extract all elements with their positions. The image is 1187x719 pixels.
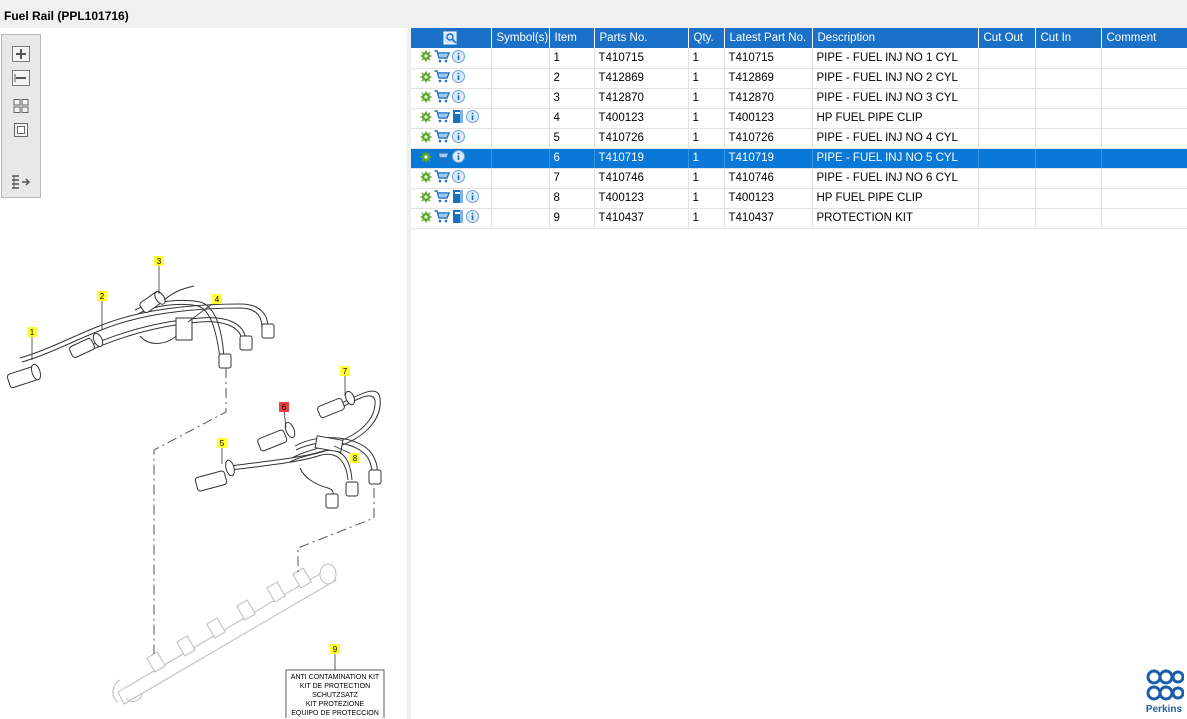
- shopping-cart-icon[interactable]: [434, 90, 450, 106]
- search-parts-icon[interactable]: [443, 31, 459, 45]
- shopping-cart-icon[interactable]: [434, 210, 450, 226]
- shopping-cart-icon[interactable]: [434, 150, 450, 166]
- cell-item: 3: [549, 88, 594, 108]
- cell-item: 5: [549, 128, 594, 148]
- zoom-in-icon: [12, 46, 30, 62]
- table-row[interactable]: [411, 128, 1187, 148]
- cell-comment: [1101, 208, 1187, 228]
- shopping-cart-icon[interactable]: [434, 170, 450, 186]
- kit-label-line: KIT DE PROTECTION: [299, 683, 371, 690]
- kit-label-line: EQUIPO DE PROTECCION: [291, 710, 379, 717]
- column-header-cut-out[interactable]: Cut Out: [978, 28, 1035, 48]
- info-icon[interactable]: [466, 210, 479, 226]
- cell-parts-no: T400123: [594, 188, 688, 208]
- table-row[interactable]: [411, 168, 1187, 188]
- zoom-in-button[interactable]: [10, 44, 32, 64]
- kit-label-line: SCHUTZSATZ: [312, 692, 358, 699]
- title-bar: [0, 0, 1187, 28]
- callout-2[interactable]: [97, 291, 107, 301]
- actual-size-icon: [12, 122, 30, 138]
- column-header-parts-no[interactable]: Parts No.: [594, 28, 688, 48]
- cell-qty: 1: [688, 88, 724, 108]
- cell-cut-in: [1035, 88, 1101, 108]
- perkins-logo-text: Perkins: [1145, 704, 1183, 715]
- callout-3[interactable]: [154, 256, 164, 266]
- info-icon[interactable]: [452, 50, 465, 66]
- cell-symbols: [491, 108, 549, 128]
- cell-comment: [1101, 128, 1187, 148]
- cell-cut-out: [978, 148, 1035, 168]
- cell-description: PIPE - FUEL INJ NO 4 CYL: [812, 128, 978, 148]
- cell-description: PROTECTION KIT: [812, 208, 978, 228]
- cell-cut-in: [1035, 128, 1101, 148]
- info-icon[interactable]: [452, 130, 465, 146]
- cell-item: 8: [549, 188, 594, 208]
- cell-symbols: [491, 188, 549, 208]
- cell-qty: 1: [688, 48, 724, 68]
- shopping-cart-icon[interactable]: [434, 70, 450, 86]
- diagram-pane[interactable]: [0, 28, 407, 719]
- cell-parts-no: T410719: [594, 148, 688, 168]
- fuel-rail-exploded-diagram[interactable]: [0, 218, 405, 718]
- column-header-cut-in[interactable]: Cut In: [1035, 28, 1101, 48]
- table-row[interactable]: [411, 68, 1187, 88]
- document-icon[interactable]: [452, 209, 464, 227]
- cell-cut-out: [978, 208, 1035, 228]
- cell-parts-no: T412870: [594, 88, 688, 108]
- cell-latest-part-no: T412869: [724, 68, 812, 88]
- zoom-out-icon: [12, 70, 30, 86]
- cell-qty: 1: [688, 128, 724, 148]
- table-row[interactable]: [411, 208, 1187, 228]
- info-icon[interactable]: [466, 110, 479, 126]
- row-actions-cell: [411, 148, 491, 168]
- cell-symbols: [491, 68, 549, 88]
- fit-all-icon: [12, 98, 30, 114]
- gear-icon[interactable]: [420, 111, 432, 126]
- row-actions-cell: [411, 168, 491, 188]
- gear-icon[interactable]: [420, 191, 432, 206]
- cell-comment: [1101, 68, 1187, 88]
- cell-latest-part-no: T412870: [724, 88, 812, 108]
- column-header-description[interactable]: Description: [812, 28, 978, 48]
- cell-description: PIPE - FUEL INJ NO 3 CYL: [812, 88, 978, 108]
- window-title: Fuel Rail (PPL101716): [4, 9, 129, 23]
- cell-cut-out: [978, 68, 1035, 88]
- callout-7-label: 7: [342, 367, 348, 376]
- cell-item: 7: [549, 168, 594, 188]
- cell-description: PIPE - FUEL INJ NO 6 CYL: [812, 168, 978, 188]
- kit-label-box: [286, 670, 384, 718]
- cell-symbols: [491, 128, 549, 148]
- zoom-out-button[interactable]: [10, 68, 32, 88]
- info-icon[interactable]: [452, 90, 465, 106]
- cell-description: PIPE - FUEL INJ NO 5 CYL: [812, 148, 978, 168]
- cell-cut-in: [1035, 108, 1101, 128]
- callout-6-label: 6: [281, 403, 287, 412]
- cell-parts-no: T410715: [594, 48, 688, 68]
- cell-cut-out: [978, 48, 1035, 68]
- gear-icon[interactable]: [420, 71, 432, 86]
- cell-qty: 1: [688, 68, 724, 88]
- callout-4-label: 4: [214, 295, 220, 304]
- document-icon[interactable]: [452, 189, 464, 207]
- column-header-symbols[interactable]: Symbol(s): [491, 28, 549, 48]
- parts-list-pane: [411, 28, 1187, 719]
- cell-symbols: [491, 208, 549, 228]
- cell-cut-in: [1035, 148, 1101, 168]
- callout-5[interactable]: [217, 438, 227, 448]
- callout-1-label: 1: [29, 328, 35, 337]
- gear-icon[interactable]: [420, 131, 432, 146]
- shopping-cart-icon[interactable]: [434, 110, 450, 126]
- diagram-toolbar: [1, 34, 41, 198]
- row-actions-cell: [411, 88, 491, 108]
- callout-6[interactable]: [279, 402, 289, 412]
- callout-1[interactable]: [27, 327, 37, 337]
- table-row[interactable]: [411, 188, 1187, 208]
- cell-qty: 1: [688, 208, 724, 228]
- cell-item: 4: [549, 108, 594, 128]
- cell-parts-no: T412869: [594, 68, 688, 88]
- column-header-comment[interactable]: Comment: [1101, 28, 1187, 48]
- perkins-logo-mark: [1144, 669, 1184, 703]
- cell-comment: [1101, 148, 1187, 168]
- row-actions-cell: [411, 68, 491, 88]
- row-actions-cell: [411, 208, 491, 228]
- table-row[interactable]: [411, 48, 1187, 68]
- callout-4[interactable]: [212, 294, 222, 304]
- cell-comment: [1101, 168, 1187, 188]
- cell-cut-in: [1035, 48, 1101, 68]
- document-icon[interactable]: [452, 109, 464, 127]
- cell-latest-part-no: T400123: [724, 188, 812, 208]
- table-header-row: [411, 28, 1187, 48]
- cell-symbols: [491, 48, 549, 68]
- column-header-qty[interactable]: Qty.: [688, 28, 724, 48]
- callout-3-label: 3: [156, 257, 162, 266]
- cell-item: 2: [549, 68, 594, 88]
- gear-icon[interactable]: [420, 151, 432, 166]
- column-header-latest-part-no[interactable]: Latest Part No.: [724, 28, 812, 48]
- gear-icon[interactable]: [420, 211, 432, 226]
- cell-parts-no: T410726: [594, 128, 688, 148]
- cell-comment: [1101, 48, 1187, 68]
- cell-symbols: [491, 168, 549, 188]
- shopping-cart-icon[interactable]: [434, 190, 450, 206]
- info-icon[interactable]: [466, 190, 479, 206]
- parts-table: [411, 28, 1187, 229]
- cell-cut-in: [1035, 208, 1101, 228]
- callout-9[interactable]: [330, 644, 340, 654]
- cell-latest-part-no: T400123: [724, 108, 812, 128]
- callout-2-label: 2: [99, 292, 105, 301]
- cell-qty: 1: [688, 168, 724, 188]
- cell-cut-out: [978, 168, 1035, 188]
- shopping-cart-icon[interactable]: [434, 50, 450, 66]
- row-actions-cell: [411, 48, 491, 68]
- cell-symbols: [491, 148, 549, 168]
- cell-cut-out: [978, 188, 1035, 208]
- cell-cut-out: [978, 88, 1035, 108]
- kit-label-line: ANTI CONTAMINATION KIT: [290, 674, 380, 681]
- callout-5-label: 5: [219, 439, 225, 448]
- cell-item: 9: [549, 208, 594, 228]
- cell-comment: [1101, 108, 1187, 128]
- actual-size-button[interactable]: [10, 120, 32, 140]
- cell-comment: [1101, 88, 1187, 108]
- toggle-panel-button[interactable]: [10, 172, 32, 192]
- parts-table-body: [411, 48, 1187, 228]
- gear-icon[interactable]: [420, 171, 432, 186]
- kit-label-line: KIT PROTEZIONE: [305, 701, 365, 708]
- cell-comment: [1101, 188, 1187, 208]
- cell-parts-no: T400123: [594, 108, 688, 128]
- cell-cut-out: [978, 108, 1035, 128]
- cell-latest-part-no: T410437: [724, 208, 812, 228]
- info-icon[interactable]: [452, 150, 465, 166]
- row-actions-cell: [411, 108, 491, 128]
- cell-qty: 1: [688, 188, 724, 208]
- cell-latest-part-no: T410715: [724, 48, 812, 68]
- cell-qty: 1: [688, 108, 724, 128]
- info-icon[interactable]: [452, 70, 465, 86]
- cell-description: HP FUEL PIPE CLIP: [812, 108, 978, 128]
- perkins-logo: [1144, 669, 1184, 715]
- callout-9-label: 9: [332, 645, 338, 654]
- cell-parts-no: T410437: [594, 208, 688, 228]
- cell-latest-part-no: T410726: [724, 128, 812, 148]
- row-actions-cell: [411, 128, 491, 148]
- callout-8[interactable]: [350, 453, 360, 463]
- cell-description: PIPE - FUEL INJ NO 2 CYL: [812, 68, 978, 88]
- cell-symbols: [491, 88, 549, 108]
- cell-cut-out: [978, 128, 1035, 148]
- cell-parts-no: T410746: [594, 168, 688, 188]
- cell-item: 6: [549, 148, 594, 168]
- column-header-item[interactable]: Item: [549, 28, 594, 48]
- table-row[interactable]: [411, 108, 1187, 128]
- info-icon[interactable]: [452, 170, 465, 186]
- cell-description: PIPE - FUEL INJ NO 1 CYL: [812, 48, 978, 68]
- cell-description: HP FUEL PIPE CLIP: [812, 188, 978, 208]
- row-actions-cell: [411, 188, 491, 208]
- cell-qty: 1: [688, 148, 724, 168]
- cell-cut-in: [1035, 68, 1101, 88]
- table-row[interactable]: [411, 148, 1187, 168]
- cell-latest-part-no: T410719: [724, 148, 812, 168]
- column-header-actions[interactable]: [411, 28, 491, 48]
- callout-7[interactable]: [340, 366, 350, 376]
- table-row[interactable]: [411, 88, 1187, 108]
- callout-8-label: 8: [352, 454, 358, 463]
- gear-icon[interactable]: [420, 91, 432, 106]
- gear-icon[interactable]: [420, 50, 432, 65]
- cell-latest-part-no: T410746: [724, 168, 812, 188]
- cell-cut-in: [1035, 188, 1101, 208]
- cell-cut-in: [1035, 168, 1101, 188]
- cell-item: 1: [549, 48, 594, 68]
- shopping-cart-icon[interactable]: [434, 130, 450, 146]
- fit-all-button[interactable]: [10, 96, 32, 116]
- toggle-panel-icon: [11, 174, 31, 190]
